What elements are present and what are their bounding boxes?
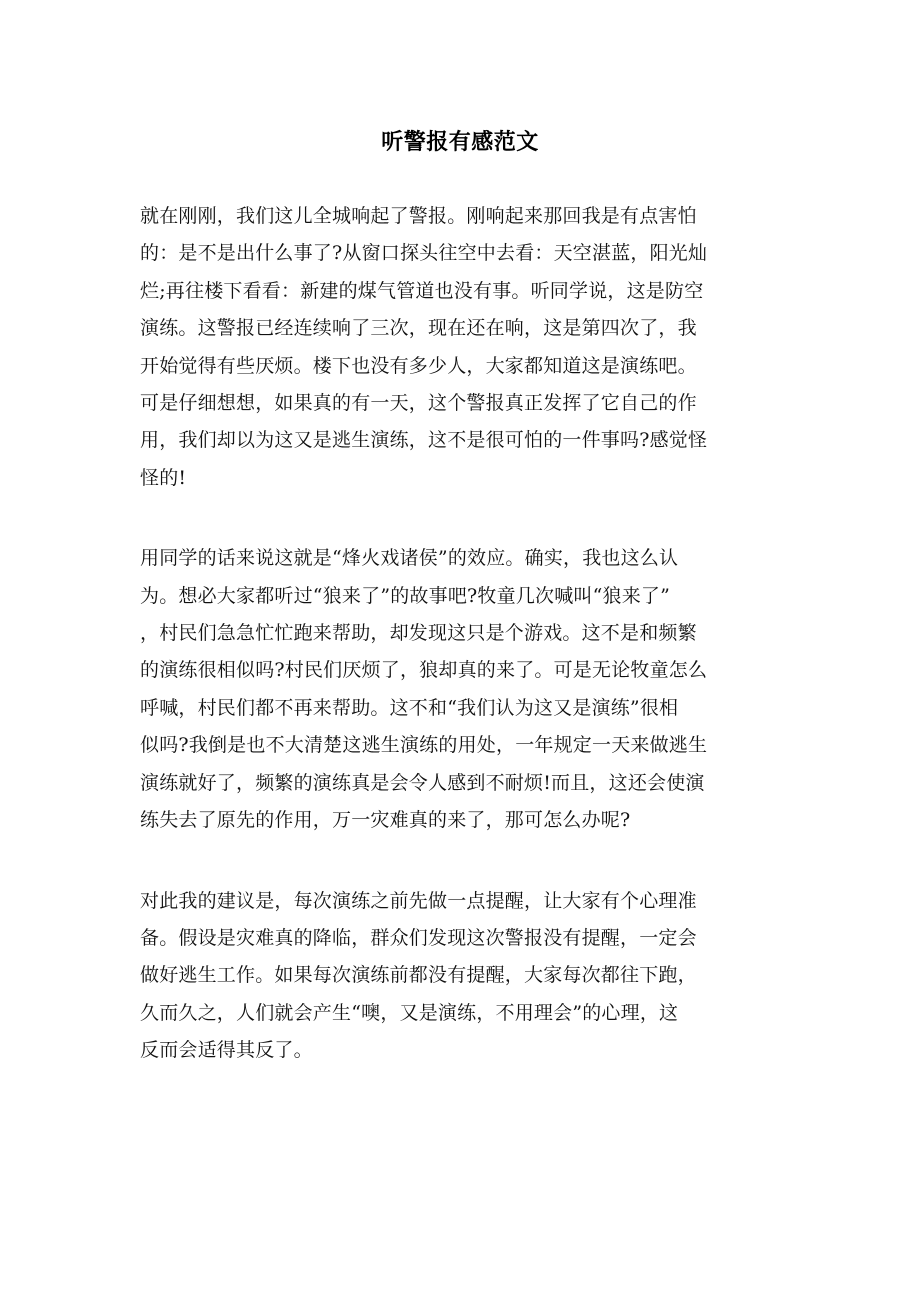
text-line: 为。想必大家都听过“狼来了”的故事吧?牧童几次喊叫“狼来了”	[140, 584, 671, 607]
text-line: 就在刚刚，我们这儿全城响起了警报。刚响起来那回我是有点害怕	[140, 205, 697, 227]
text-line: 开始觉得有些厌烦。楼下也没有多少人，大家都知道这是演练吧。	[140, 354, 697, 377]
document-title: 听警报有感范文	[381, 129, 539, 155]
text-line: 呼喊，村民们都不再来帮助。这不和“我们认为这又是演练”很相	[140, 696, 679, 719]
text-line: 久而久之，人们就会产生“噢，又是演练，不用理会”的心理，这	[140, 1001, 679, 1024]
text-line: 对此我的建议是，每次演练之前先做一点提醒，让大家有个心理准	[140, 889, 697, 912]
text-line: ，村民们急急忙忙跑来帮助，却发现这只是个游戏。这不是和频繁	[140, 622, 697, 645]
text-line: 做好逃生工作。如果每次演练前都没有提醒，大家每次都往下跑，	[140, 964, 697, 987]
text-line: 备。假设是灾难真的降临，群众们发现这次警报没有提醒，一定会	[140, 926, 697, 949]
text-line: 怪的!	[140, 466, 187, 489]
text-line: 练失去了原先的作用，万一灾难真的来了，那可怎么办呢?	[140, 809, 631, 832]
paragraph-3	[140, 883, 790, 1070]
document-body	[140, 198, 790, 1113]
text-line: 演练。这警报已经连续响了三次，现在还在响，这是第四次了，我	[140, 317, 697, 340]
paragraph-1	[140, 198, 790, 497]
text-line: 烂;再往楼下看看：新建的煤气管道也没有事。听同学说，这是防空	[140, 279, 704, 302]
text-line: 用，我们却以为这又是逃生演练，这不是很可怕的一件事吗?感觉怪	[140, 429, 708, 452]
text-line: 似吗?我倒是也不大清楚这逃生演练的用处，一年规定一天来做逃生	[140, 734, 708, 757]
text-line: 反而会适得其反了。	[140, 1039, 313, 1062]
paragraph-2	[140, 540, 790, 839]
text-line: 演练就好了，频繁的演练真是会令人感到不耐烦!而且，这还会使演	[140, 771, 705, 794]
text-line: 可是仔细想想，如果真的有一天，这个警报真正发挥了它自己的作	[140, 392, 697, 415]
text-line: 用同学的话来说这就是“烽火戏诸侯”的效应。确实，我也这么认	[140, 547, 679, 570]
text-line: 的：是不是出什么事了?从窗口探头往空中去看：天空湛蓝，阳光灿	[140, 242, 708, 265]
text-line: 的演练很相似吗?村民们厌烦了，狼却真的来了。可是无论牧童怎么	[140, 659, 708, 682]
